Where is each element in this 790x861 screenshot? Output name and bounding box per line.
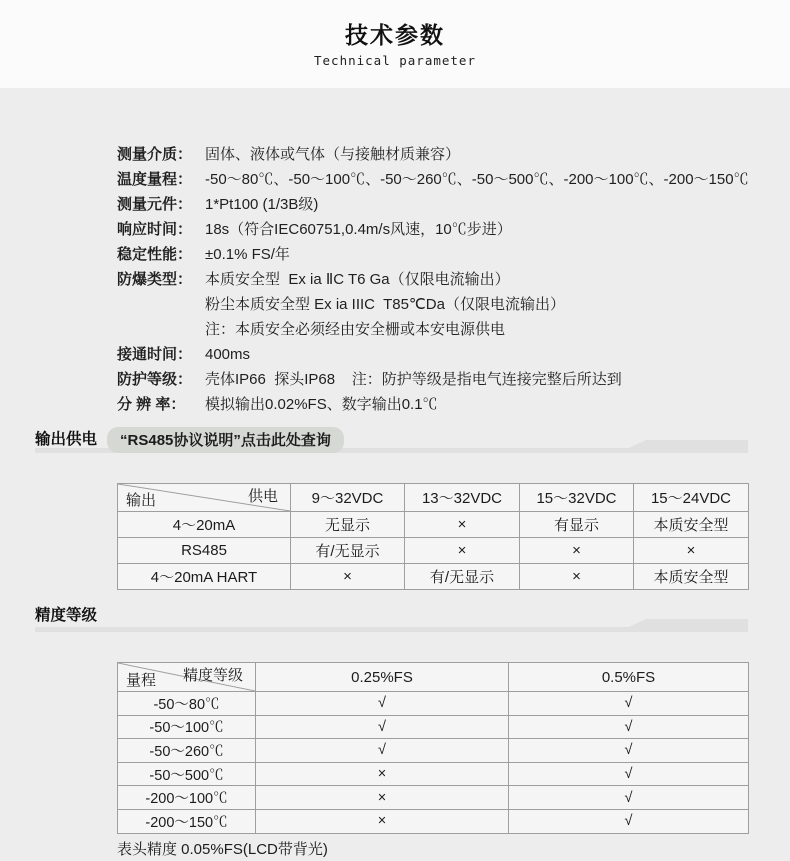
table-cell: √ (509, 762, 749, 786)
row-header-cell: -50～100℃ (118, 715, 256, 739)
row-header-cell: -50～260℃ (118, 739, 256, 763)
diagonal-header-cell (118, 663, 256, 692)
table-cell: √ (509, 809, 749, 833)
spec-label (117, 317, 205, 342)
spec-row (117, 317, 772, 342)
spec-value: 注：本质安全必须经由安全栅或本安电源供电 (205, 321, 506, 338)
table-cell: √ (509, 715, 749, 739)
row-header-cell: -200～100℃ (118, 786, 256, 810)
output-power-section-header (35, 427, 344, 453)
table-cell: 有/无显示 (405, 564, 520, 590)
spec-row (117, 392, 772, 417)
row-header-cell: RS485 (118, 538, 291, 564)
table-cell: 有显示 (520, 512, 634, 538)
table-cell: × (405, 512, 520, 538)
spec-row (117, 142, 772, 167)
spec-row (117, 292, 772, 317)
rs485-protocol-link[interactable]: “RS485协议说明”点击此处查询 (107, 427, 344, 453)
section-title-output-power: 输出供电 (35, 431, 98, 448)
divider-wedge (618, 619, 748, 632)
table-cell: √ (509, 692, 749, 716)
diagonal-header-cell (118, 484, 291, 512)
spec-value: 1*Pt100 (1/3B级) (205, 196, 319, 213)
table-row (118, 538, 749, 564)
row-header-cell: 4～20mA HART (118, 564, 291, 590)
column-header: 0.5%FS (509, 663, 749, 692)
section-divider (35, 627, 748, 632)
table-cell: √ (509, 739, 749, 763)
spec-value: 本质安全型 Ex ia ⅡC T6 Ga（仅限电流输出） (205, 271, 510, 288)
table-cell: 有/无显示 (291, 538, 405, 564)
spec-label: 防爆类型： (117, 271, 193, 288)
table-row (118, 786, 749, 810)
spec-row (117, 167, 772, 192)
spec-row (117, 217, 772, 242)
spec-value: 粉尘本质安全型 Ex ia IIIC T85℃Da（仅限电流输出） (205, 296, 565, 313)
spec-row (117, 342, 772, 367)
spec-row (117, 192, 772, 217)
spec-label: 温度量程： (117, 171, 193, 188)
spec-value: 模拟输出0.02%FS、数字输出0.1℃ (205, 396, 438, 413)
table-row (118, 762, 749, 786)
row-header-cell: -200～150℃ (118, 809, 256, 833)
table-cell: × (256, 762, 509, 786)
divider-wedge (618, 440, 748, 453)
spec-row (117, 267, 772, 292)
page-subtitle: Technical parameter (314, 53, 476, 68)
spec-label: 测量介质： (117, 146, 193, 163)
spec-value: 400ms (205, 346, 251, 363)
table-row (118, 512, 749, 538)
column-header: 15～24VDC (634, 484, 749, 512)
corner-bottom-label: 量程 (126, 672, 157, 689)
table-header-row (118, 484, 749, 512)
row-header-cell: -50～80℃ (118, 692, 256, 716)
spec-list (117, 142, 772, 417)
table-row (118, 739, 749, 763)
display-accuracy-footnote: 表头精度 0.05%FS(LCD带背光) (117, 841, 328, 858)
output-power-table (117, 483, 749, 590)
table-header-row (118, 663, 749, 692)
table-cell: √ (256, 715, 509, 739)
spec-label: 接通时间： (117, 346, 193, 363)
column-header: 9～32VDC (291, 484, 405, 512)
table-cell: 本质安全型 (634, 564, 749, 590)
spec-row (117, 367, 772, 392)
corner-top-label: 精度等级 (182, 667, 243, 684)
accuracy-table (117, 662, 749, 834)
table-cell: × (405, 538, 520, 564)
column-header: 15～32VDC (520, 484, 634, 512)
page-header (0, 0, 790, 88)
spec-label: 防护等级： (117, 371, 193, 388)
table-row (118, 809, 749, 833)
accuracy-section-header (35, 604, 97, 628)
column-header: 0.25%FS (256, 663, 509, 692)
table-cell: × (256, 786, 509, 810)
table-cell: √ (256, 739, 509, 763)
table-cell: √ (509, 786, 749, 810)
table-cell: × (520, 564, 634, 590)
spec-value: 壳体IP66 探头IP68 注：防护等级是指电气连接完整后所达到 (205, 371, 622, 388)
corner-top-label: 供电 (247, 488, 278, 505)
table-cell: × (520, 538, 634, 564)
row-header-cell: -50～500℃ (118, 762, 256, 786)
spec-value: 18s（符合IEC60751,0.4m/s风速，10℃步进） (205, 221, 512, 238)
table-cell: × (634, 538, 749, 564)
spec-value: 固体、液体或气体（与接触材质兼容） (205, 146, 461, 163)
column-header: 13～32VDC (405, 484, 520, 512)
table-cell: 无显示 (291, 512, 405, 538)
page-title: 技术参数 (345, 22, 445, 48)
table-row (118, 564, 749, 590)
spec-label (117, 292, 205, 317)
spec-value: -50～80℃、-50～100℃、-50～260℃、-50～500℃、-200～100℃、-200～150℃ (205, 171, 749, 188)
row-header-cell: 4～20mA (118, 512, 291, 538)
table-cell: 本质安全型 (634, 512, 749, 538)
table-row (118, 692, 749, 716)
section-title-accuracy: 精度等级 (35, 607, 98, 624)
table-cell: × (291, 564, 405, 590)
table-cell: √ (256, 692, 509, 716)
table-cell: × (256, 809, 509, 833)
corner-bottom-label: 输出 (126, 492, 157, 509)
table-row (118, 715, 749, 739)
spec-label: 测量元件： (117, 196, 193, 213)
spec-label: 分 辨 率： (117, 396, 186, 413)
spec-value: ±0.1% FS/年 (205, 246, 290, 263)
spec-row (117, 242, 772, 267)
spec-label: 响应时间： (117, 221, 193, 238)
spec-label: 稳定性能： (117, 246, 193, 263)
